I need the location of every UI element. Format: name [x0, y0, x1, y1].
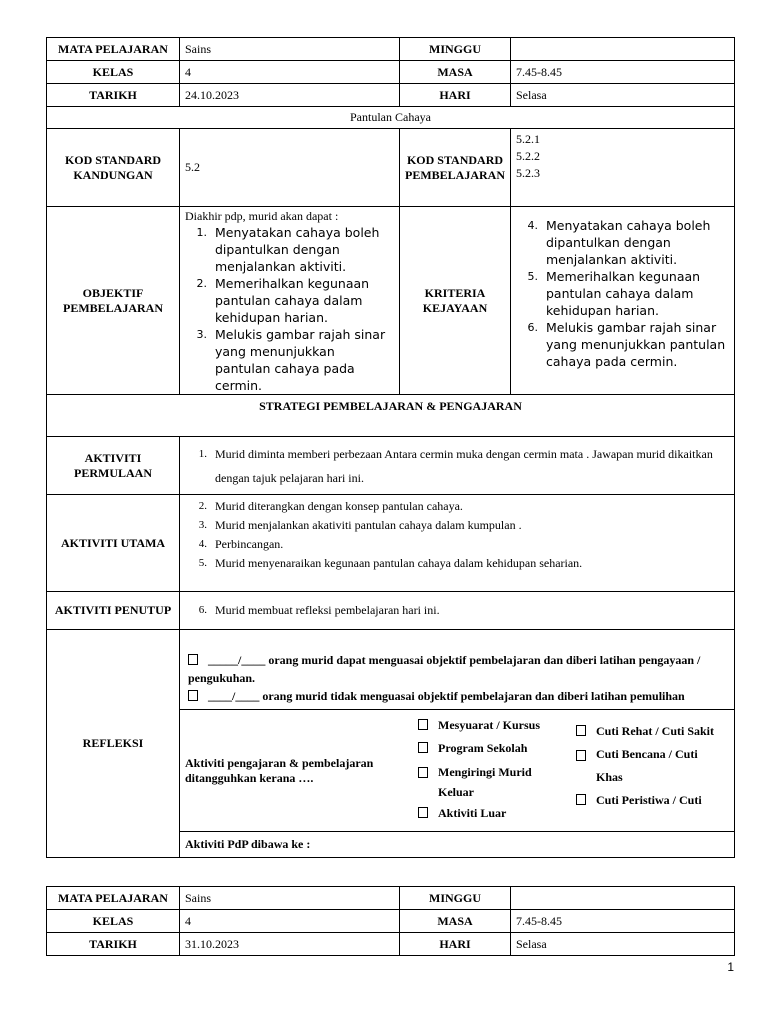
- list-item: 6. Murid membuat refleksi pembelajaran hari ini.: [198, 603, 440, 617]
- list-item: 5. Murid menyenaraikan kegunaan pantulan cahaya dalam kehidupan seharian.: [198, 556, 583, 570]
- time-label: MASA: [400, 61, 511, 84]
- opening-activity-list: [185, 442, 729, 490]
- week-value: [511, 887, 735, 910]
- checkbox-icon[interactable]: [418, 807, 428, 818]
- objective-label: OBJEKTIF PEMBELAJARAN: [47, 207, 180, 395]
- opening-activity-cell: [180, 437, 735, 495]
- objective-list: [185, 224, 394, 394]
- checkbox-icon[interactable]: [188, 654, 198, 665]
- date-label: TARIKH: [47, 933, 180, 956]
- reason-option[interactable]: Mesyuarat / Kursus: [418, 714, 564, 737]
- list-item: 1. Menyatakan cahaya boleh dipantulkan dengan menjalankan aktiviti.: [196, 225, 380, 274]
- subject-label: MATA PELAJARAN: [47, 38, 180, 61]
- main-activity-list: [185, 497, 729, 573]
- reason-option[interactable]: Aktiviti Luar: [418, 802, 564, 825]
- date-label: TARIKH: [47, 84, 180, 107]
- main-activity-cell: [180, 495, 735, 592]
- week-label: MINGGU: [400, 887, 511, 910]
- criteria-list: [516, 217, 729, 370]
- page-number: 1: [727, 960, 734, 974]
- reflection-line-not-mastered: ____/____ orang murid tidak menguasai objektif pembelajaran dan diberi latihan pemulihan: [188, 687, 729, 705]
- list-item: 5. Memerihalkan kegunaan pantulan cahaya dalam kehidupan harian.: [527, 269, 701, 318]
- topic-title: Pantulan Cahaya: [47, 107, 735, 129]
- content-standard-value: 5.2: [180, 129, 400, 207]
- time-value: 7.45-8.45: [511, 61, 735, 84]
- lesson-plan-table: [46, 37, 735, 858]
- class-label: KELAS: [47, 910, 180, 933]
- reason-option[interactable]: Cuti Bencana / Cuti Khas: [576, 743, 730, 789]
- reason-option[interactable]: Cuti Rehat / Cuti Sakit: [576, 720, 730, 743]
- reflection-line-mastered: _____/____ orang murid dapat menguasai objektif pembelajaran dan diberi latihan pengayaan / pengukuhan.: [188, 653, 701, 685]
- day-value: Selasa: [511, 933, 735, 956]
- list-item: 3. Melukis gambar rajah sinar yang menunjukkan pantulan cahaya pada cermin.: [196, 327, 386, 393]
- postponed-reasons-list-a: [410, 710, 568, 831]
- list-item: 4. Perbincangan.: [198, 537, 284, 551]
- subject-label: MATA PELAJARAN: [47, 887, 180, 910]
- reflection-summary: [180, 630, 735, 710]
- subject-value: Sains: [180, 887, 400, 910]
- reflection-label: REFLEKSI: [47, 630, 180, 858]
- checkbox-icon[interactable]: [576, 725, 586, 736]
- class-label: KELAS: [47, 61, 180, 84]
- criteria-cell: [511, 207, 735, 395]
- date-value: 24.10.2023: [180, 84, 400, 107]
- checkbox-icon[interactable]: [418, 719, 428, 730]
- list-item: 4. Menyatakan cahaya boleh dipantulkan dengan menjalankan aktiviti.: [527, 218, 711, 267]
- criteria-label: KRITERIA KEJAYAAN: [400, 207, 511, 395]
- lesson-plan-table-2: [46, 886, 735, 956]
- closing-activity-label: AKTIVITI PENUTUP: [47, 592, 180, 630]
- learning-standard-label: KOD STANDARD PEMBELAJARAN: [400, 129, 511, 207]
- carried-forward-label: Aktiviti PdP dibawa ke :: [180, 832, 735, 858]
- day-label: HARI: [400, 933, 511, 956]
- checkbox-icon[interactable]: [576, 794, 586, 805]
- day-label: HARI: [400, 84, 511, 107]
- opening-activity-label: AKTIVITI PERMULAAN: [47, 437, 180, 495]
- list-item: 6. Melukis gambar rajah sinar yang menunjukkan pantulan cahaya pada cermin.: [527, 320, 726, 369]
- list-item: 2. Murid diterangkan dengan konsep pantulan cahaya.: [198, 499, 463, 513]
- reason-option[interactable]: Mengiringi Murid Keluar: [418, 762, 564, 802]
- reason-option[interactable]: Cuti Peristiwa / Cuti: [576, 789, 730, 812]
- checkbox-icon[interactable]: [418, 742, 428, 753]
- subject-value: Sains: [180, 38, 400, 61]
- checkbox-icon[interactable]: [188, 690, 198, 701]
- learning-standard-list: [511, 129, 735, 207]
- objective-intro: Diakhir pdp, murid akan dapat :: [185, 209, 339, 223]
- main-activity-label: AKTIVITI UTAMA: [47, 495, 180, 592]
- closing-activity-cell: [180, 592, 735, 630]
- postponed-reasons-list-b: [568, 710, 734, 831]
- checkbox-icon[interactable]: [576, 750, 586, 761]
- objective-cell: [180, 207, 400, 395]
- learning-standard-item: 5.2.3: [516, 166, 540, 180]
- closing-activity-list: [185, 603, 729, 618]
- class-value: 4: [180, 910, 400, 933]
- learning-standard-item: 5.2.1: [516, 132, 540, 146]
- list-item: 2. Memerihalkan kegunaan pantulan cahaya dalam kehidupan harian.: [196, 276, 370, 325]
- week-label: MINGGU: [400, 38, 511, 61]
- day-value: Selasa: [511, 84, 735, 107]
- checkbox-icon[interactable]: [418, 767, 428, 778]
- postponed-reason-label: Aktiviti pengajaran & pembelajaran ditangguhkan kerana ….: [185, 755, 374, 785]
- learning-standard-item: 5.2.2: [516, 149, 540, 163]
- class-value: 4: [180, 61, 400, 84]
- reason-option[interactable]: Program Sekolah: [418, 737, 564, 760]
- content-standard-label: KOD STANDARD KANDUNGAN: [47, 129, 180, 207]
- strategy-heading: STRATEGI PEMBELAJARAN & PENGAJARAN: [47, 395, 735, 437]
- week-value: [511, 38, 735, 61]
- time-value: 7.45-8.45: [511, 910, 735, 933]
- list-item: 3. Murid menjalankan akativiti pantulan cahaya dalam kumpulan .: [198, 518, 522, 532]
- postponed-section: [180, 710, 735, 832]
- list-item: 1. Murid diminta memberi perbezaan Antara cermin muka dengan cermin mata . Jawapan murid dikaitkan dengan tajuk pelajaran hari ini.: [198, 446, 713, 485]
- date-value: 31.10.2023: [180, 933, 400, 956]
- time-label: MASA: [400, 910, 511, 933]
